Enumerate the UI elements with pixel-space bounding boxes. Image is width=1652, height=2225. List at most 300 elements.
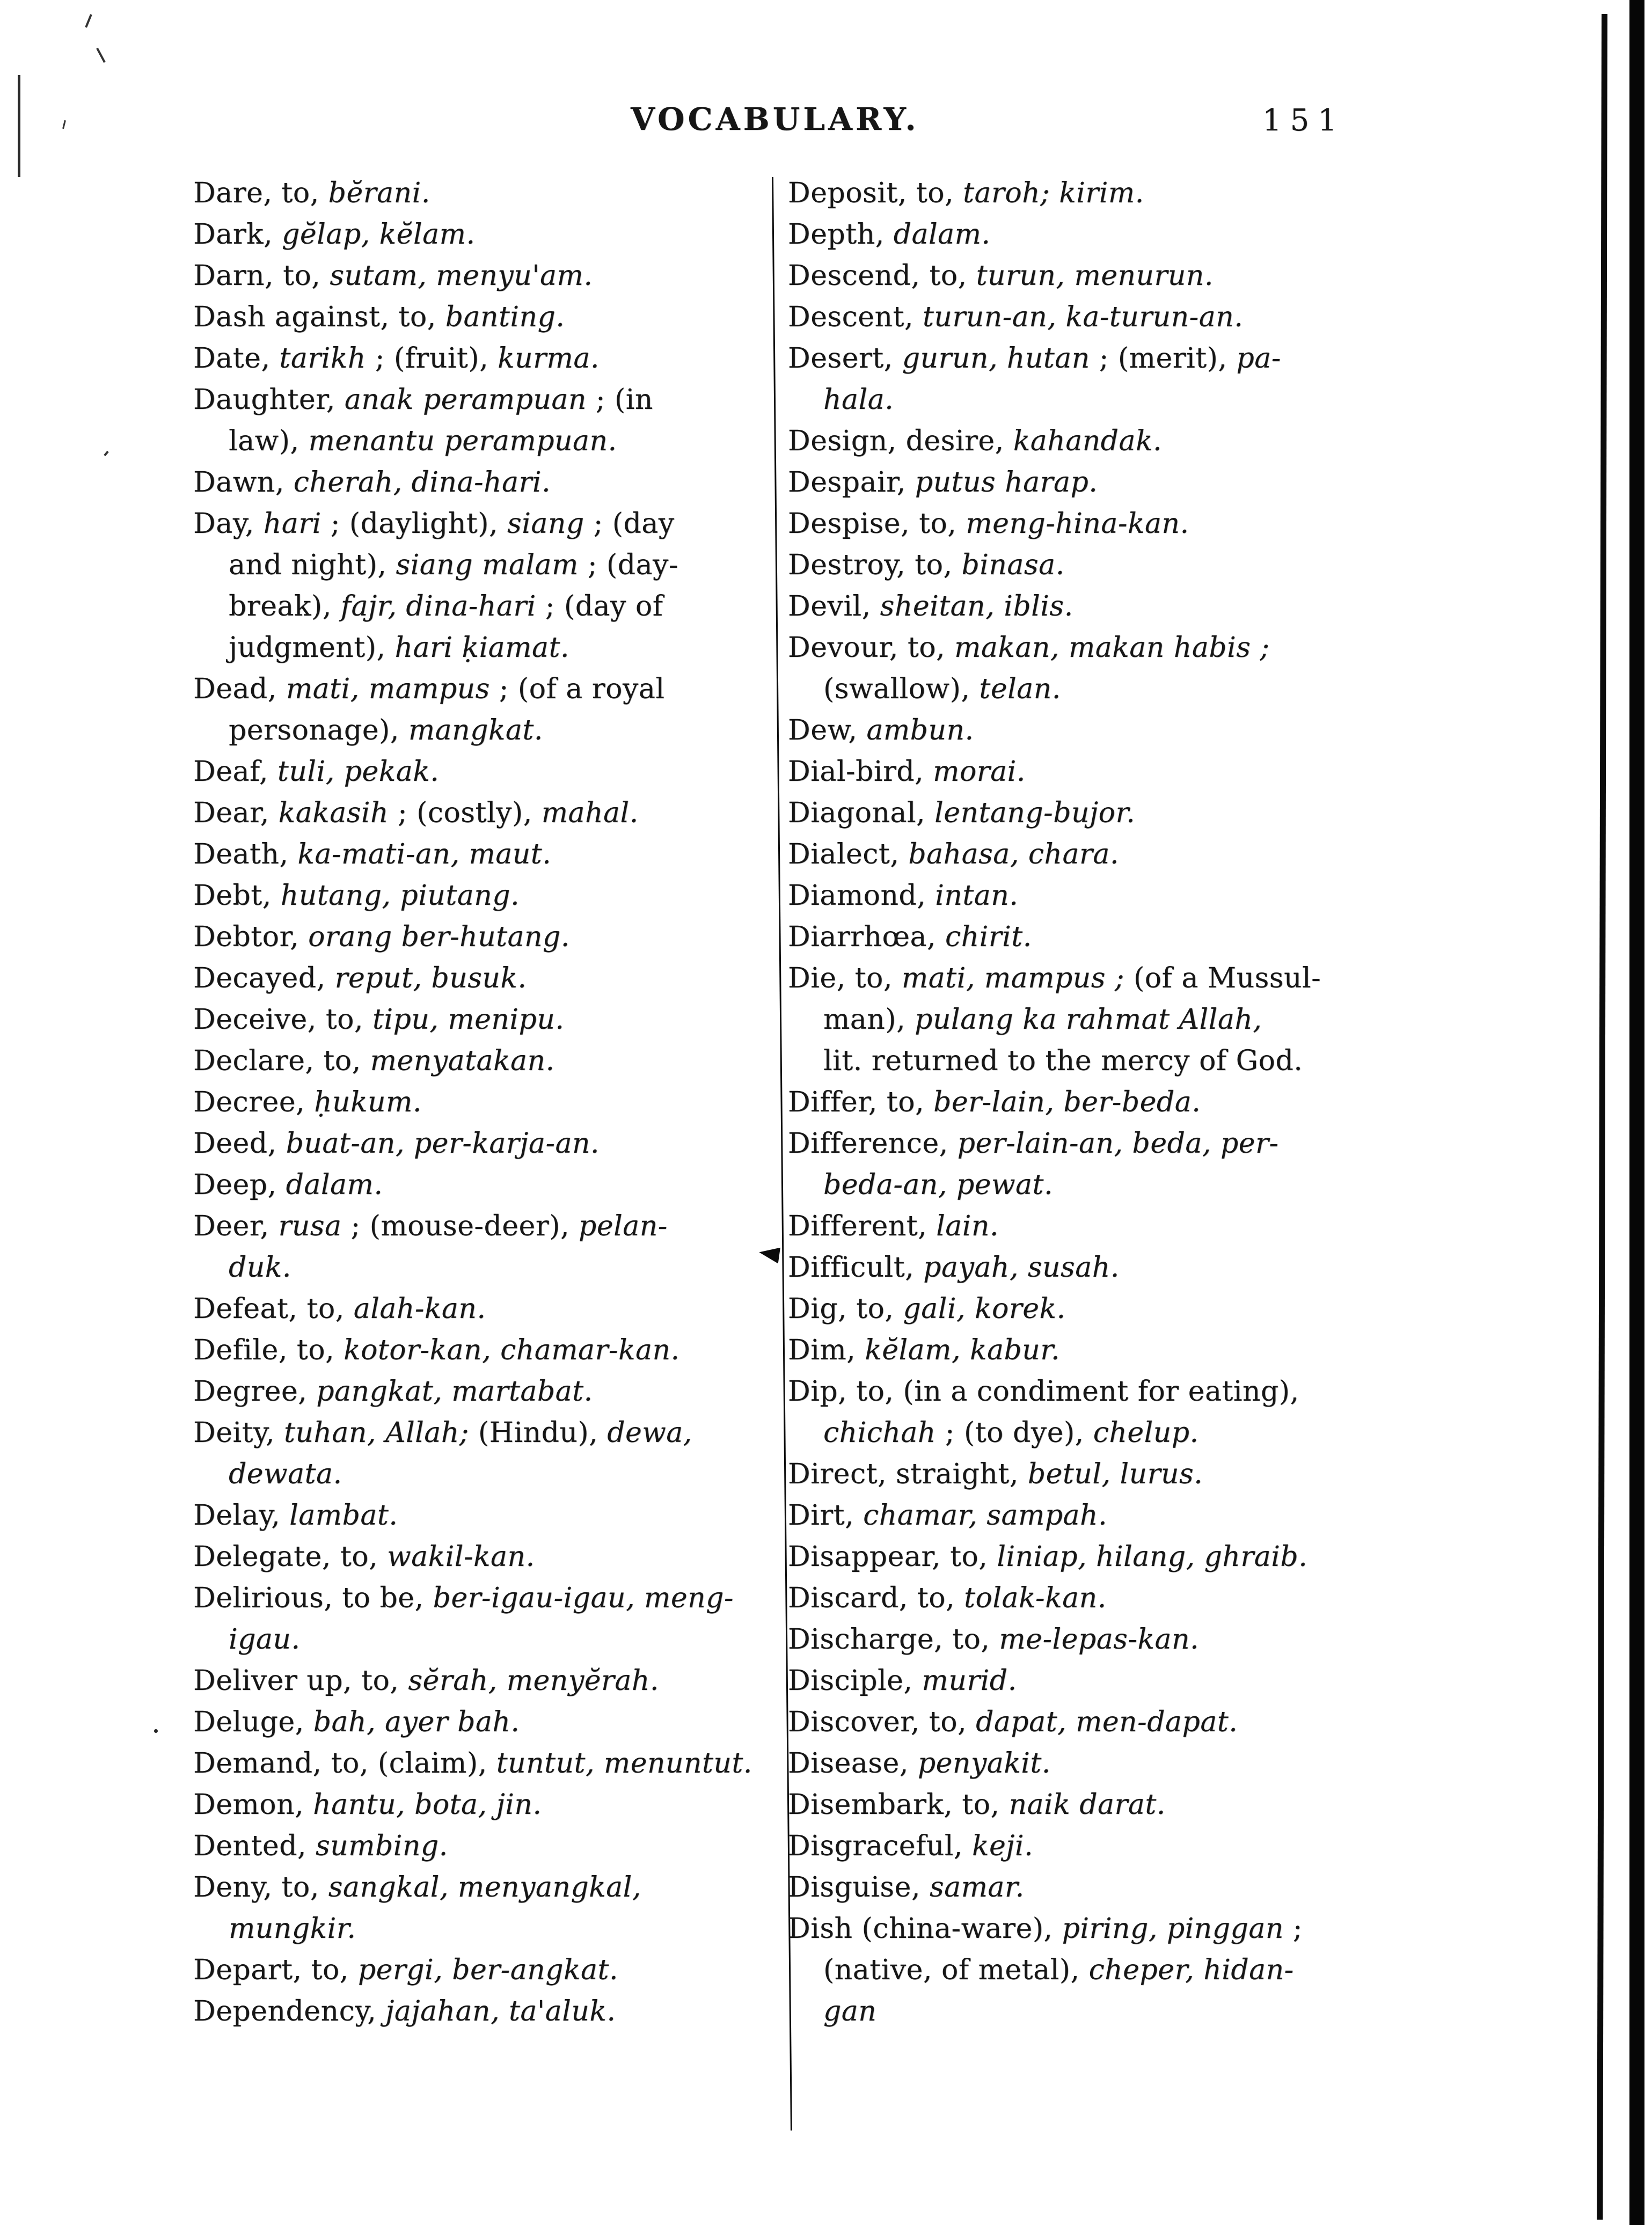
vocab-entry xyxy=(193,751,773,793)
entry-line xyxy=(193,1041,773,1082)
entry-line xyxy=(788,1371,1384,1412)
english-text: Deer, xyxy=(193,1210,279,1242)
malay-term: sutam, menyu'am. xyxy=(330,260,593,292)
malay-term: hari xyxy=(263,508,321,540)
malay-term: pangkat, martabat. xyxy=(316,1375,593,1408)
vocab-entry xyxy=(788,1330,1384,1371)
entry-line xyxy=(193,297,773,338)
vocab-column-right xyxy=(788,173,1384,2032)
malay-term: dalam. xyxy=(893,218,991,251)
vocab-entry xyxy=(788,1123,1384,1206)
vocab-entry xyxy=(193,1289,773,1330)
scan-speck xyxy=(154,1729,158,1733)
malay-term: cheper, hidan- xyxy=(1088,1954,1294,1986)
english-text: judgment), xyxy=(229,632,395,664)
vocab-entry xyxy=(193,1206,773,1289)
english-text: Debtor, xyxy=(193,921,309,953)
malay-term: gan xyxy=(823,1995,877,2028)
malay-term: menantu perampuan. xyxy=(308,425,617,457)
english-text: ; xyxy=(1283,1913,1303,1945)
malay-term: jajahan, ta'aluk. xyxy=(385,1995,616,2028)
english-text: Disease, xyxy=(788,1747,918,1780)
entry-line xyxy=(788,1289,1384,1330)
entry-line xyxy=(788,1247,1384,1289)
entry-line xyxy=(193,1495,773,1536)
malay-term: lentang-bujor. xyxy=(934,797,1136,829)
malay-term: banting. xyxy=(445,301,565,333)
english-text: Dial-bird, xyxy=(788,756,933,788)
english-text: and night), xyxy=(229,549,396,581)
entry-continuation-line xyxy=(823,1041,1384,1082)
entry-line xyxy=(788,462,1384,503)
english-text: ; (day xyxy=(584,508,675,540)
english-text: Disguise, xyxy=(788,1871,930,1904)
english-text: Dialect, xyxy=(788,838,909,870)
english-text: man), xyxy=(823,1004,915,1036)
vocab-entry xyxy=(193,669,773,751)
entry-line xyxy=(788,421,1384,462)
malay-term: gĕlap, kĕlam. xyxy=(282,218,476,251)
english-text: Depth, xyxy=(788,218,894,251)
english-text: (native, of metal), xyxy=(823,1954,1089,1986)
entry-continuation-line xyxy=(229,1454,773,1495)
entry-line xyxy=(788,1454,1384,1495)
vocab-entry xyxy=(788,1702,1384,1743)
malay-term: piring, pinggan xyxy=(1062,1913,1284,1945)
entry-continuation-line xyxy=(229,1908,773,1950)
english-text: Dare, to, xyxy=(193,177,328,209)
malay-term: hantu, bota, jin. xyxy=(313,1789,542,1821)
english-text: ; (to dye), xyxy=(935,1417,1093,1449)
entry-line xyxy=(788,710,1384,751)
vocab-entry xyxy=(193,917,773,958)
english-text: (Hindu), xyxy=(469,1417,608,1449)
malay-term: menyatakan. xyxy=(370,1045,555,1077)
malay-term: fajr, dina-hari xyxy=(340,590,536,623)
vocab-entry xyxy=(193,1082,773,1123)
english-text: break), xyxy=(229,590,341,623)
entry-line xyxy=(788,1536,1384,1578)
malay-term: keji. xyxy=(971,1830,1034,1862)
english-text: Difficult, xyxy=(788,1251,924,1284)
malay-term: mati, mampus ; xyxy=(901,962,1124,994)
english-text: Defile, to, xyxy=(193,1334,344,1366)
malay-term: dalam. xyxy=(286,1169,383,1201)
vocab-entry xyxy=(788,875,1384,917)
english-text: Discover, to, xyxy=(788,1706,976,1738)
entry-continuation-line xyxy=(823,1412,1384,1454)
entry-line xyxy=(193,214,773,255)
english-text: ; (daylight), xyxy=(321,508,508,540)
entry-line xyxy=(788,1495,1384,1536)
scan-speck xyxy=(85,14,92,28)
entry-continuation-line xyxy=(229,545,773,586)
malay-term: hutang, piutang. xyxy=(280,880,520,912)
entry-line xyxy=(193,1123,773,1165)
vocab-entry xyxy=(788,958,1384,1082)
vocab-entry xyxy=(788,1784,1384,1826)
english-text: Dear, xyxy=(193,797,279,829)
english-text: Disembark, to, xyxy=(788,1789,1009,1821)
entry-continuation-line xyxy=(229,586,773,627)
entry-line xyxy=(193,1867,773,1908)
english-text: Diamond, xyxy=(788,880,935,912)
english-text: Delay, xyxy=(193,1499,290,1532)
malay-term: me-lepas-kan. xyxy=(999,1623,1200,1656)
vocab-entry xyxy=(788,1578,1384,1619)
malay-term: naik darat. xyxy=(1008,1789,1166,1821)
english-text: Despair, xyxy=(788,466,915,499)
english-text: Demand, to, (claim), xyxy=(193,1747,496,1780)
malay-term: putus harap. xyxy=(915,466,1098,499)
malay-term: chirit. xyxy=(945,921,1032,953)
entry-line xyxy=(788,173,1384,214)
malay-term: reput, busuk. xyxy=(334,962,527,994)
entry-line xyxy=(788,1908,1384,1950)
entry-line xyxy=(788,875,1384,917)
malay-term: pergi, ber-angkat. xyxy=(357,1954,618,1986)
malay-term: ka-mati-an, maut. xyxy=(297,838,552,870)
entry-line xyxy=(788,1784,1384,1826)
malay-term: lambat. xyxy=(289,1499,398,1532)
malay-term: siang xyxy=(507,508,584,540)
vocab-entry xyxy=(193,1536,773,1578)
english-text: Die, to, xyxy=(788,962,902,994)
english-text: Diagonal, xyxy=(788,797,935,829)
malay-term: mungkir. xyxy=(229,1913,356,1945)
english-text: ; (of a royal xyxy=(489,673,665,705)
malay-term: chamar, sampah. xyxy=(863,1499,1108,1532)
vocab-entry xyxy=(193,793,773,834)
entry-line xyxy=(193,1950,773,1991)
vocab-entry xyxy=(788,586,1384,627)
vocab-entry xyxy=(193,1371,773,1412)
english-text: Dark, xyxy=(193,218,282,251)
entry-line xyxy=(788,917,1384,958)
malay-term: tuhan, Allah; xyxy=(284,1417,469,1449)
malay-term: lain. xyxy=(936,1210,999,1242)
english-text: ; (costly), xyxy=(389,797,542,829)
malay-term: orang ber-hutang. xyxy=(308,921,570,953)
english-text: Design, desire, xyxy=(788,425,1013,457)
malay-term: tipu, menipu. xyxy=(372,1004,565,1036)
malay-term: penyakit. xyxy=(917,1747,1051,1780)
english-text: Deity, xyxy=(193,1417,284,1449)
entry-line xyxy=(788,1702,1384,1743)
malay-term: dewata. xyxy=(229,1458,342,1490)
malay-term: tuntut, menuntut. xyxy=(496,1747,752,1780)
malay-term: chichah xyxy=(823,1417,936,1449)
vocab-entry xyxy=(193,379,773,462)
vocab-entry xyxy=(788,1743,1384,1784)
malay-term: anak perampuan xyxy=(344,384,587,416)
english-text: personage), xyxy=(229,714,408,746)
malay-term: siang malam xyxy=(396,549,579,581)
vocab-entry xyxy=(788,1082,1384,1123)
vocab-entry xyxy=(193,1784,773,1826)
entry-line xyxy=(788,214,1384,255)
vocab-entry xyxy=(193,338,773,379)
english-text: Dead, xyxy=(193,673,286,705)
entry-continuation-line xyxy=(823,379,1384,421)
malay-term: taroh; kirim. xyxy=(963,177,1144,209)
english-text: (swallow), xyxy=(823,673,979,705)
entry-line xyxy=(788,1206,1384,1247)
english-text: Differ, to, xyxy=(788,1086,934,1118)
malay-term: sangkal, menyangkal, xyxy=(328,1871,641,1904)
entry-continuation-line xyxy=(229,421,773,462)
entry-line xyxy=(193,503,773,545)
malay-term: turun, menurun. xyxy=(976,260,1214,292)
vocab-entry xyxy=(193,297,773,338)
vocab-entry xyxy=(193,214,773,255)
vocab-entry xyxy=(193,1991,773,2032)
english-text: ; (day- xyxy=(578,549,678,581)
vocab-entry xyxy=(193,173,773,214)
english-text: Dented, xyxy=(193,1830,316,1862)
english-text: Disgraceful, xyxy=(788,1830,972,1862)
entry-line xyxy=(193,379,773,421)
malay-term: betul, lurus. xyxy=(1027,1458,1203,1490)
vocab-entry xyxy=(788,1867,1384,1908)
malay-term: chelup. xyxy=(1093,1417,1199,1449)
malay-term: per-lain-an, beda, per- xyxy=(957,1128,1279,1160)
entry-line xyxy=(193,1165,773,1206)
entry-line xyxy=(193,917,773,958)
entry-line xyxy=(788,1826,1384,1867)
malay-term: dewa, xyxy=(607,1417,692,1449)
entry-line xyxy=(788,1619,1384,1660)
vocab-entry xyxy=(788,545,1384,586)
malay-term: bah, ayer bah. xyxy=(313,1706,520,1738)
vocab-entry xyxy=(788,1371,1384,1454)
entry-line xyxy=(788,1867,1384,1908)
english-text: Destroy, to, xyxy=(788,549,962,581)
malay-term: rusa xyxy=(278,1210,342,1242)
entry-line xyxy=(193,1289,773,1330)
english-text: Despise, to, xyxy=(788,508,966,540)
english-text: Discard, to, xyxy=(788,1582,964,1614)
vocab-entry xyxy=(788,1247,1384,1289)
entry-continuation-line xyxy=(229,710,773,751)
malay-term: binasa. xyxy=(961,549,1065,581)
entry-line xyxy=(193,1702,773,1743)
malay-term: tuli, pekak. xyxy=(277,756,440,788)
english-text: Dish (china-ware), xyxy=(788,1913,1062,1945)
entry-continuation-line xyxy=(229,1247,773,1289)
vocab-entry xyxy=(788,1206,1384,1247)
scan-artifact-book-edge-inner xyxy=(1597,14,1607,2220)
malay-term: kotor-kan, chamar-kan. xyxy=(343,1334,680,1366)
english-text: Devil, xyxy=(788,590,880,623)
vocab-entry xyxy=(193,1702,773,1743)
entry-line xyxy=(788,1743,1384,1784)
malay-term: ḥukum. xyxy=(314,1086,422,1118)
malay-term: bahasa, chara. xyxy=(908,838,1119,870)
vocab-entry xyxy=(193,834,773,875)
english-text: Dip, to, (in a condiment for eating), xyxy=(788,1375,1299,1408)
entry-line xyxy=(193,1743,773,1784)
english-text: Decayed, xyxy=(193,962,335,994)
malay-term: wakil-kan. xyxy=(387,1541,535,1573)
english-text: Delegate, to, xyxy=(193,1541,388,1573)
english-text: law), xyxy=(229,425,309,457)
english-text: Deposit, to, xyxy=(788,177,963,209)
vocab-entry xyxy=(788,627,1384,710)
entry-continuation-line xyxy=(823,669,1384,710)
malay-term: samar. xyxy=(929,1871,1025,1904)
malay-term: mati, mampus xyxy=(286,673,490,705)
vocab-entry xyxy=(788,462,1384,503)
scan-artifact-book-edge-outer xyxy=(1629,0,1644,2225)
malay-term: kahandak. xyxy=(1013,425,1163,457)
entry-line xyxy=(193,793,773,834)
vocab-entry xyxy=(193,999,773,1041)
english-text: Descent, xyxy=(788,301,923,333)
english-text: Depart, to, xyxy=(193,1954,358,1986)
entry-line xyxy=(788,1082,1384,1123)
entry-line xyxy=(193,834,773,875)
entry-continuation-line xyxy=(823,1950,1384,1991)
english-text: Dawn, xyxy=(193,466,294,499)
entry-line xyxy=(193,1660,773,1702)
vocab-entry xyxy=(788,1908,1384,2032)
vocab-entry xyxy=(788,751,1384,793)
vocab-entry xyxy=(193,1950,773,1991)
vocab-entry xyxy=(193,875,773,917)
english-text: ; (mouse-deer), xyxy=(341,1210,579,1242)
entry-line xyxy=(193,255,773,297)
malay-term: ambun. xyxy=(866,714,974,746)
english-text: Debt, xyxy=(193,880,281,912)
english-text: ; (merit), xyxy=(1090,342,1237,375)
vocab-entry xyxy=(788,793,1384,834)
english-text: Dash against, to, xyxy=(193,301,445,333)
vocab-entry xyxy=(193,1867,773,1950)
english-text: Degree, xyxy=(193,1375,317,1408)
vocab-entry xyxy=(788,297,1384,338)
vocab-entry xyxy=(788,173,1384,214)
entry-line xyxy=(788,751,1384,793)
entry-continuation-line xyxy=(823,1165,1384,1206)
entry-line xyxy=(788,793,1384,834)
vocab-entry xyxy=(193,1578,773,1660)
scan-speck xyxy=(62,120,66,129)
vocab-entry xyxy=(193,503,773,669)
vocab-entry xyxy=(193,1165,773,1206)
vocab-entry xyxy=(193,1660,773,1702)
entry-line xyxy=(193,999,773,1041)
english-text: Diarrhœa, xyxy=(788,921,946,953)
malay-term: morai. xyxy=(933,756,1026,788)
english-text: Deed, xyxy=(193,1128,286,1160)
entry-line xyxy=(193,875,773,917)
malay-term: pa- xyxy=(1236,342,1281,375)
vocab-entry xyxy=(788,421,1384,462)
vocab-entry xyxy=(788,1660,1384,1702)
malay-term: gali, korek. xyxy=(903,1293,1066,1325)
english-text: Difference, xyxy=(788,1128,957,1160)
vocab-entry xyxy=(193,958,773,999)
vocab-entry xyxy=(788,1536,1384,1578)
malay-term: mangkat. xyxy=(408,714,543,746)
malay-term: kurma. xyxy=(498,342,600,375)
english-text: Dim, xyxy=(788,1334,865,1366)
english-text: Descend, to, xyxy=(788,260,976,292)
malay-term: turun-an, ka-turun-an. xyxy=(923,301,1244,333)
english-text: Decree, xyxy=(193,1086,315,1118)
malay-term: hari ḳiamat. xyxy=(394,632,569,664)
entry-line xyxy=(193,1784,773,1826)
vocab-entry xyxy=(788,1619,1384,1660)
entry-line xyxy=(193,1082,773,1123)
entry-line xyxy=(788,1123,1384,1165)
entry-line xyxy=(193,1330,773,1371)
english-text: Date, xyxy=(193,342,280,375)
entry-line xyxy=(193,1578,773,1619)
malay-term: telan. xyxy=(979,673,1061,705)
entry-line xyxy=(193,462,773,503)
entry-line xyxy=(788,338,1384,379)
malay-term: ber-igau-igau, meng- xyxy=(433,1582,734,1614)
entry-line xyxy=(788,1660,1384,1702)
entry-line xyxy=(788,297,1384,338)
english-text: Disappear, to, xyxy=(788,1541,997,1573)
english-text: Direct, straight, xyxy=(788,1458,1028,1490)
scan-speck xyxy=(96,48,106,63)
vocab-entry xyxy=(788,1495,1384,1536)
vocab-entry xyxy=(788,214,1384,255)
english-text: (of a Mussul- xyxy=(1124,962,1321,994)
malay-term: kĕlam, kabur. xyxy=(865,1334,1060,1366)
malay-term: alah-kan. xyxy=(353,1293,486,1325)
english-text: Dew, xyxy=(788,714,867,746)
english-text: Desert, xyxy=(788,342,902,375)
malay-term: pelan- xyxy=(579,1210,668,1242)
english-text: Discharge, to, xyxy=(788,1623,999,1656)
english-text: Deceive, to, xyxy=(193,1004,372,1036)
english-text: Day, xyxy=(193,508,264,540)
vocab-entry xyxy=(193,1330,773,1371)
english-text: Dirt, xyxy=(788,1499,864,1532)
english-text: Demon, xyxy=(193,1789,313,1821)
malay-term: mahal. xyxy=(541,797,639,829)
english-text: Defeat, to, xyxy=(193,1293,354,1325)
malay-term: intan. xyxy=(935,880,1019,912)
vocab-entry xyxy=(193,1123,773,1165)
entry-continuation-line xyxy=(229,627,773,669)
vocab-entry xyxy=(193,462,773,503)
vocab-entry xyxy=(788,834,1384,875)
entry-continuation-line xyxy=(823,999,1384,1041)
malay-term: tolak-kan. xyxy=(964,1582,1107,1614)
english-text: Darn, to, xyxy=(193,260,330,292)
vocab-entry xyxy=(193,1826,773,1867)
english-text: Disciple, xyxy=(788,1665,922,1697)
entry-line xyxy=(193,1991,773,2032)
entry-line xyxy=(788,545,1384,586)
entry-line xyxy=(788,1330,1384,1371)
malay-term: sheitan, iblis. xyxy=(880,590,1073,623)
entry-line xyxy=(193,1371,773,1412)
english-text: Deaf, xyxy=(193,756,277,788)
vocab-entry xyxy=(788,503,1384,545)
vocab-entry xyxy=(193,1743,773,1784)
english-text: ; (in xyxy=(586,384,653,416)
entry-line xyxy=(193,1536,773,1578)
entry-continuation-line xyxy=(229,1619,773,1660)
vocab-entry xyxy=(788,1289,1384,1330)
